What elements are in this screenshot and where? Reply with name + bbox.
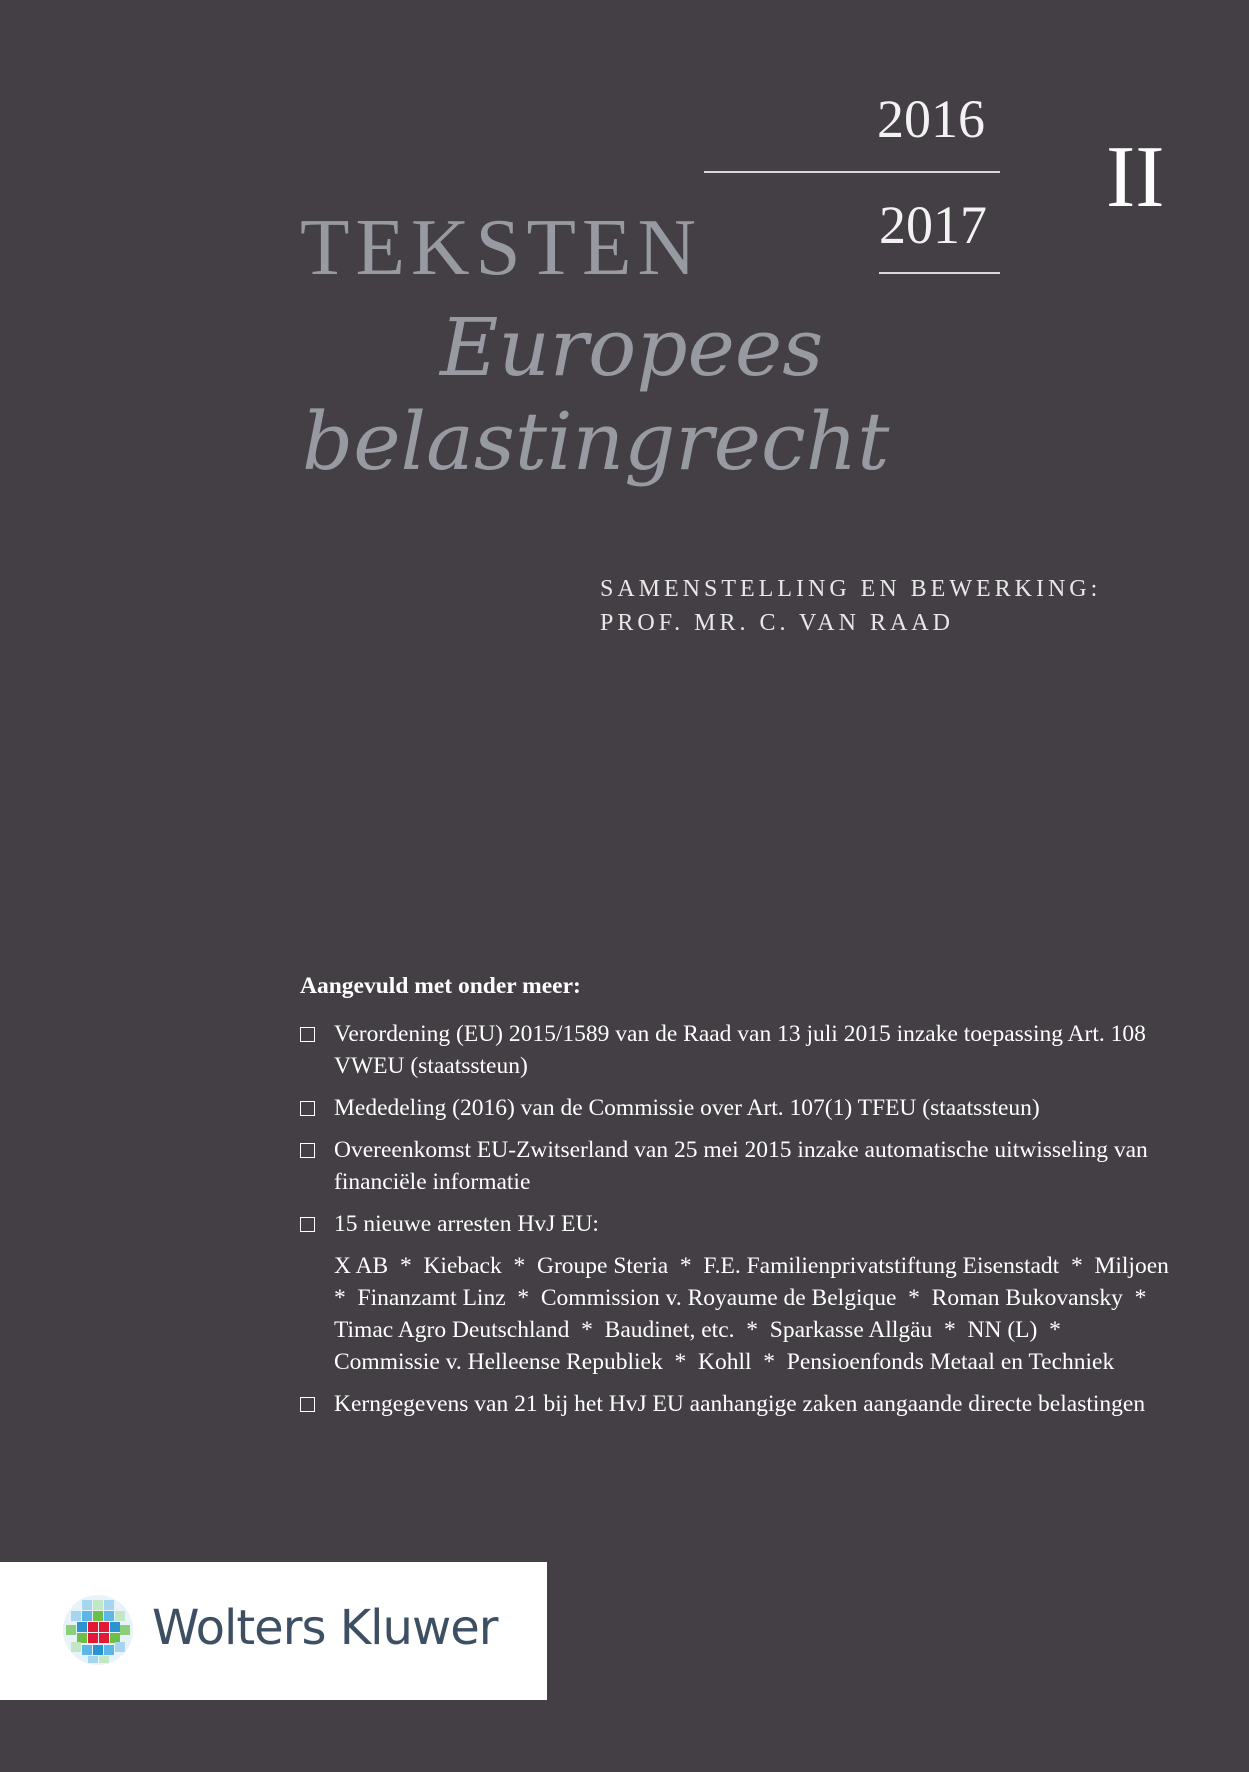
- book-title: teksten: [300, 172, 702, 300]
- list-item-text: Overeenkomst EU-Zwitserland van 25 mei 2015 inzake automatische uitwisseling van financiële informatie: [334, 1137, 1148, 1195]
- list-item: [300, 1208, 1170, 1240]
- publisher-logo-panel: [0, 1562, 547, 1700]
- checkbox-square-icon: [300, 1027, 315, 1042]
- contents-heading: Aangevuld met onder meer:: [300, 973, 581, 999]
- checkbox-square-icon: [300, 1217, 315, 1232]
- case-list: X AB * Kieback * Groupe Steria * F.E. Familienprivatstiftung Eisenstadt * Miljoen * Finanzamt Linz * Commission v. Royaume de Belgique * Roman Bukovansky * Timac Agro Deutschland * Baudinet, etc. * Sparkasse Allgäu * NN (L) * Commissie v. Helleense Republiek * Kohll * Pensioenfonds Metaal en Techniek: [334, 1253, 1181, 1375]
- year-divider-top: [704, 171, 1000, 173]
- list-item-text: Mededeling (2016) van de Commissie over Art. 107(1) TFEU (staatssteun): [334, 1095, 1040, 1121]
- list-item: [300, 1018, 1170, 1082]
- book-subtitle-line-1: Europees: [440, 301, 824, 394]
- contents-list: [300, 970, 1181, 1430]
- credits: [600, 572, 1101, 640]
- credits-line-1: SAMENSTELLING EN BEWERKING:: [600, 576, 1102, 602]
- list-item-text: 15 nieuwe arresten HvJ EU:: [334, 1211, 599, 1237]
- list-item-text: Verordening (EU) 2015/1589 van de Raad van 13 juli 2015 inzake toepassing Art. 108 VWEU (staatssteun): [334, 1021, 1146, 1079]
- list-item-text: Kerngegevens van 21 bij het HvJ EU aanhangige zaken aangaande directe belastingen: [334, 1391, 1146, 1417]
- wolters-kluwer-logo-icon: [62, 1594, 134, 1666]
- year-divider-bottom: [879, 272, 1000, 274]
- book-subtitle-line-2: belastingrecht: [302, 395, 890, 488]
- volume-number: II: [1106, 129, 1165, 226]
- list-item: [300, 1388, 1170, 1420]
- checkbox-square-icon: [300, 1397, 315, 1412]
- list-item: [300, 1134, 1170, 1198]
- checkbox-square-icon: [300, 1101, 315, 1116]
- checkbox-square-icon: [300, 1143, 315, 1158]
- publisher-name: Wolters Kluwer: [152, 1600, 498, 1656]
- year-bottom: 2017: [879, 195, 987, 255]
- credits-line-2: PROF. MR. C. VAN RAAD: [600, 610, 954, 636]
- list-item: [300, 1092, 1170, 1124]
- year-top: 2016: [877, 89, 985, 149]
